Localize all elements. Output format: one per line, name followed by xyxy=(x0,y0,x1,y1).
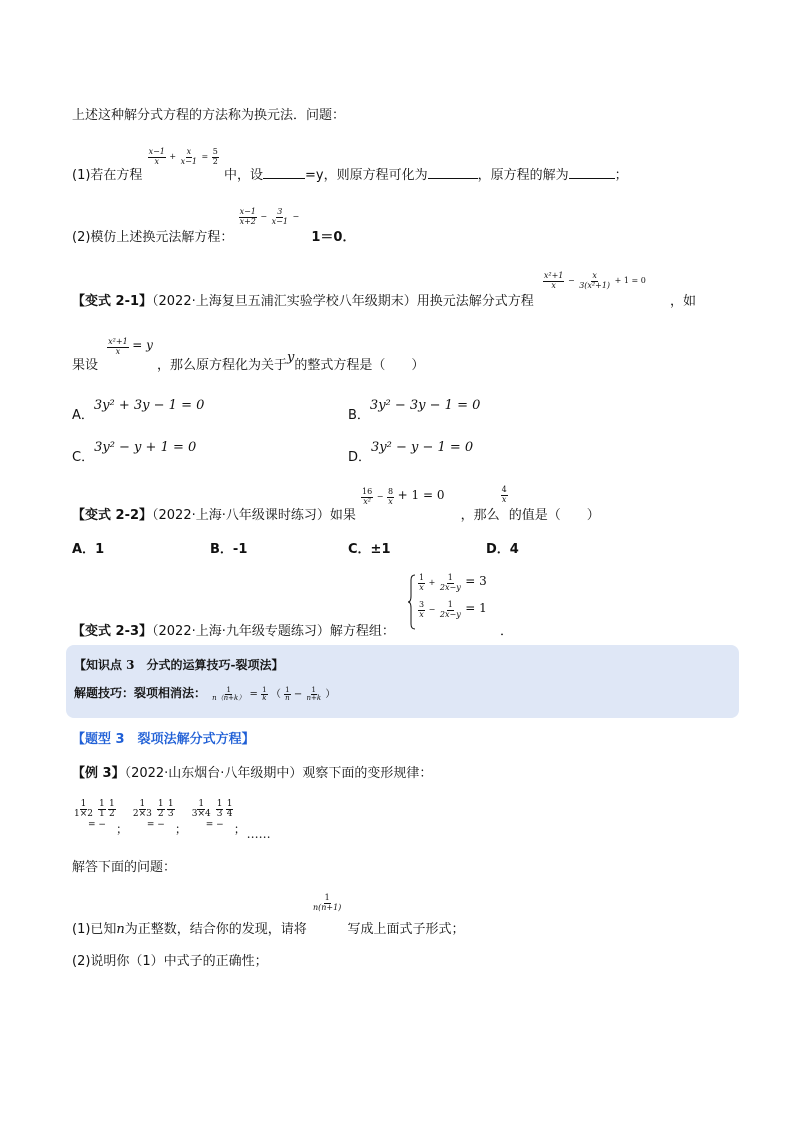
v21-option-d[interactable]: D．3y² − y − 1 = 0 xyxy=(348,440,474,465)
variant-2-1-line2 xyxy=(72,334,425,373)
intro-text: 上述这种解分式方程的方法称为换元法．问题： xyxy=(72,108,346,123)
q1-end: ； xyxy=(614,168,628,183)
answer-blank-2[interactable] xyxy=(428,166,478,179)
knowledge-formula: $\frac{1}{n(n+k)}$ = $\frac{1}{k}$ （ $\frac{1}{n}$ − $\frac{1}{n+k}$ ） xyxy=(212,685,336,703)
v22-equation: $\frac{16}{\text{x²}}$ − $\frac{8}{x}$ + 1 = 0 xyxy=(362,487,445,506)
variant-2-3 xyxy=(72,620,395,639)
ex3-sequence xyxy=(72,799,271,841)
q2-prefix: (2)模仿上述换元法解方程： xyxy=(72,230,234,245)
knowledge-tip xyxy=(74,684,335,702)
q2-equation: $\frac{x-1}{x+2}$ − $\frac{3}{x-1}$ − xyxy=(239,207,300,226)
v21-option-a[interactable]: A．3y² + 3y − 1 = 0 xyxy=(72,398,205,423)
v23-label: 【变式 2-3】 xyxy=(72,624,153,639)
v22-option-d[interactable]: D．4 xyxy=(486,542,519,557)
q1-mid3: ，原方程的解为 xyxy=(477,168,569,183)
v23-end: ． xyxy=(500,624,514,639)
a1-prefix: (1)已知 xyxy=(72,922,117,937)
v21-line2-prefix: 果设 xyxy=(72,358,99,373)
ex3-dots: …… xyxy=(246,827,271,841)
v22-label: 【变式 2-2】 xyxy=(72,508,153,523)
q1-prefix: (1)若在方程 xyxy=(72,168,143,183)
ex3-seq-item: $\frac{1}{2\times 3}$ $\frac{1}{2}$ $\frac{1}{3}$ = − ； xyxy=(132,799,187,836)
v21-option-b[interactable]: B．3y² − 3y − 1 = 0 xyxy=(348,398,481,423)
v21-line2-end: 的整式方程是（ ） xyxy=(294,358,425,373)
ex3-source: （2022·山东烟台·八年级期中）观察下面的变形规律： xyxy=(124,766,433,781)
question-2 xyxy=(72,204,356,245)
left-brace-icon xyxy=(408,574,416,630)
ex3-seq-item: $\frac{1}{3\times 4}$ $\frac{1}{3}$ $\frac{1}{4}$ = − ； xyxy=(191,799,246,836)
answer-intro: 解答下面的问题： xyxy=(72,860,177,875)
v22-mid: ，那么 xyxy=(460,508,500,523)
ex3-label: 【例 3】 xyxy=(72,766,125,781)
variant-2-2 xyxy=(72,484,600,523)
a1-var-n: n xyxy=(116,922,125,937)
v22-source: （2022·上海·八年级课时练习）如果 xyxy=(152,508,356,523)
knowledge-title: 【知识点 3 分式的运算技巧-裂项法】 xyxy=(74,658,284,672)
v21-equation: $\frac{\text{x²+1}}{x}$ − $\frac{x}{\text{3(x²+1)}}$ + 1 = 0 xyxy=(543,271,646,290)
answer-blank-3[interactable] xyxy=(569,166,615,179)
v21-substitution: $\frac{\text{x²+1}}{x}$ = y xyxy=(108,337,153,356)
variant-2-1-line1 xyxy=(72,268,696,309)
q2-tail: 1＝0． xyxy=(311,230,356,245)
answer-question-2: (2)说明你（1）中式子的正确性； xyxy=(72,954,268,969)
answer-blank-1[interactable] xyxy=(263,166,305,179)
v22-option-a[interactable]: A．1 xyxy=(72,542,105,557)
a1-mid: 为正整数，结合你的发现，请将 xyxy=(124,922,307,937)
knowledge-tip-label: 解题技巧：裂项相消法： xyxy=(74,686,207,700)
a1-end: 写成上面式子形式； xyxy=(347,922,465,937)
v22-option-b[interactable]: B．-1 xyxy=(210,542,248,557)
v21-option-c[interactable]: C．3y² − y + 1 = 0 xyxy=(72,440,197,465)
example-3 xyxy=(72,762,432,781)
answer-question-1 xyxy=(72,892,465,937)
v22-option-c[interactable]: C．±1 xyxy=(348,542,391,557)
v21-line2-mid: ，那么原方程化为关于 xyxy=(157,358,288,373)
v21-end: ，如 xyxy=(669,294,696,309)
v21-var-y: y xyxy=(287,350,295,365)
v22-end: 的值是（ ） xyxy=(508,508,600,523)
q1-equation: $\frac{x-1}{x}$ + $\frac{x}{x-1}$ = $\frac{5}{2}$ xyxy=(148,147,218,166)
q1-mid1: 中，设 xyxy=(224,168,264,183)
v23-source: （2022·上海·九年级专题练习）解方程组： xyxy=(152,624,395,639)
ex3-seq-item: $\frac{1}{1\times 2}$ $\frac{1}{1}$ $\frac{1}{2}$ = − ； xyxy=(74,799,129,836)
type-3-heading: 【题型 3 裂项法解分式方程】 xyxy=(72,732,255,747)
v21-label: 【变式 2-1】 xyxy=(72,294,153,309)
question-1 xyxy=(72,146,628,183)
v22-query: $\frac{4}{x}$ xyxy=(501,485,507,504)
v21-source: （2022·上海复旦五浦汇实验学校八年级期末）用换元法解分式方程 xyxy=(152,294,534,309)
q1-mid2: =y，则原方程可化为 xyxy=(305,168,428,183)
a1-fraction: $\frac{1}{n(n+1)}$ xyxy=(312,893,342,912)
